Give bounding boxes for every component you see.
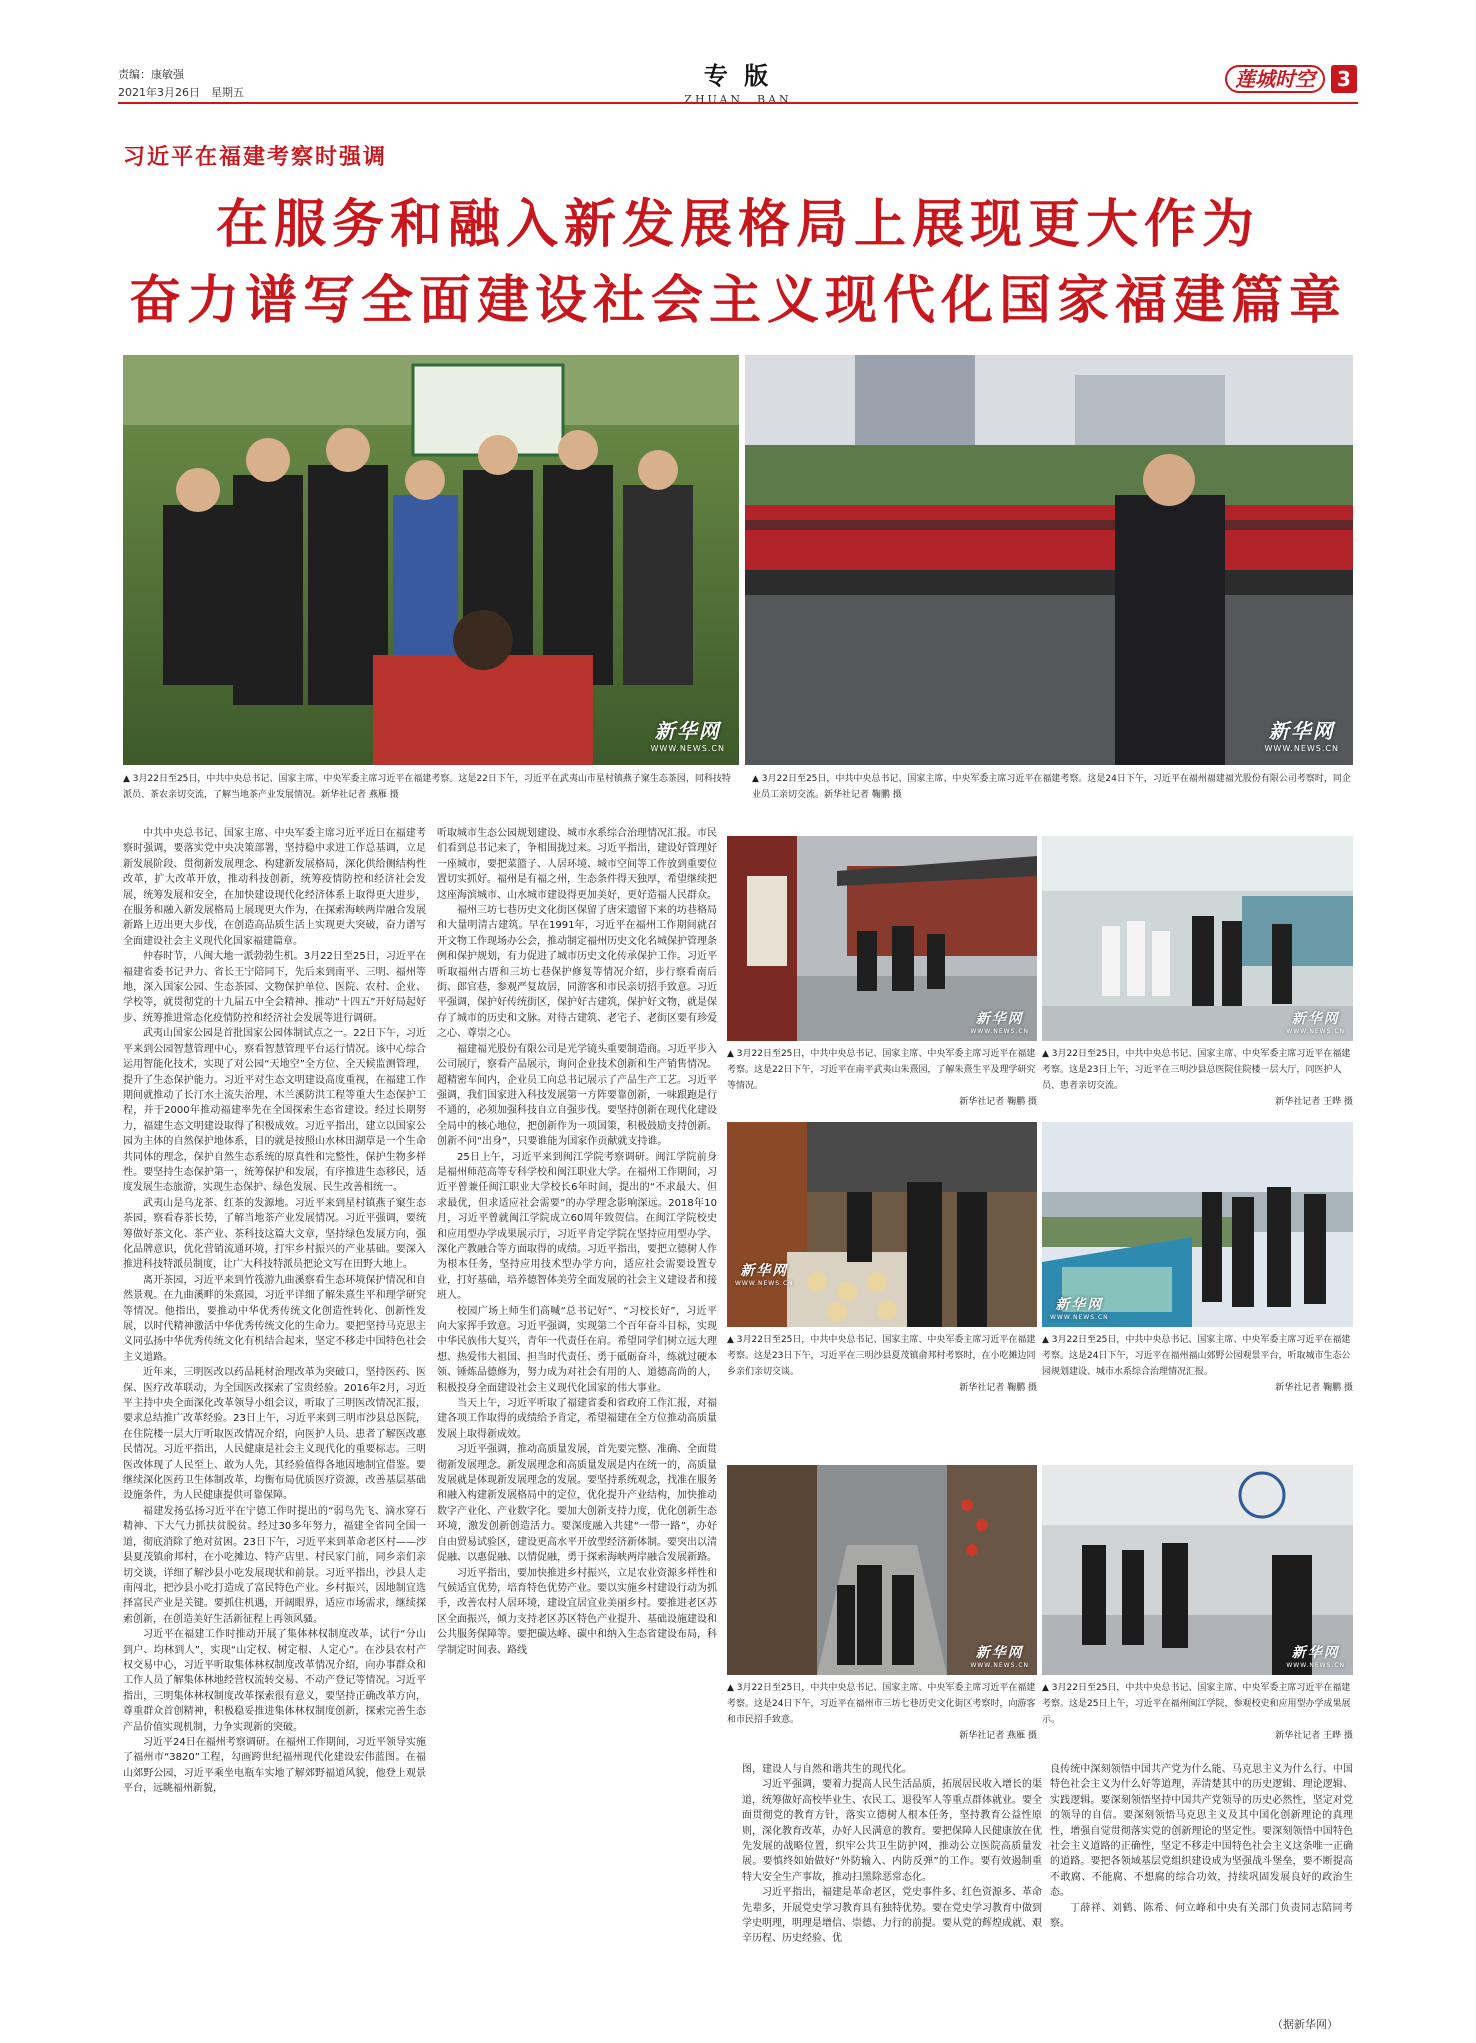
paragraph: 福建发扬弘扬习近平在宁德工作时提出的“弱鸟先飞、滴水穿石精神、下大气力抓扶贫脱贫。经过30多年努力，福建全省同全国一道，彻底消除了绝对贫困。23日下午，习近平来到革命老区村——沙县夏茂镇俞邦村，在小吃摊边、特产店里、村民家门前，同乡亲们亲切交谈，详细了解沙县小吃发展现状和前景。习近平指出，沙县人走南闯北，把沙县小吃打造成了富民特色产业。乡村振兴，因地制宜选择富民产业是关键。要抓住机遇，开阔眼界，适应市场需求，继续探索创新，在创造美好生活新征程上再领风骚。 xyxy=(123,1505,426,1625)
photo-credit: 新华社记者 鞠鹏 摄 xyxy=(1275,1383,1353,1393)
paragraph: 丁薛祥、刘鹤、陈希、何立峰和中央有关部门负责同志陪同考察。 xyxy=(1050,1902,1353,1930)
photo-caption: ▲ 3月22日至25日，中共中央总书记、国家主席、中央军委主席习近平在福建考察。这是24日下午，习近平在福州市三坊七巷历史文化街区考察时，向游客和市民招手致意。 新华社记者 燕雁 摄 xyxy=(727,1680,1037,1744)
brand-logo: 莲城时空 xyxy=(1225,65,1325,93)
article-column-2 xyxy=(437,826,717,1658)
article-kicker: 习近平在福建考察时强调 xyxy=(123,145,388,170)
photo-caption: ▲ 3月22日至25日，中共中央总书记、国家主席、中央军委主席习近平在福建考察。这是22日下午，习近平在南平武夷山朱熹园，了解朱熹生平及理学研究等情况。 新华社记者 鞠鹏 摄 xyxy=(727,1046,1037,1110)
paragraph: 良传统中深刻领悟中国共产党为什么能、马克思主义为什么行、中国特色社会主义为什么好等道理，弄清楚其中的历史逻辑、理论逻辑、实践逻辑。要深刻领悟坚持中国共产党领导的历史必然性，坚定对党的领导的自信。要深刻领悟马克思主义及其中国化创新理论的真理性，增强自觉贯彻落实党的创新理论的坚定性。要深刻领悟中国特色社会主义道路的正确性，坚定不移走中国特色社会主义这条唯一正确的道路。要把各领域基层党组织建设成为坚强战斗堡垒，要不断提高不敢腐、不能腐、不想腐的综合功效，持续巩固发展良好的政治生态。 xyxy=(1050,1764,1353,1899)
photo-caption: ▲ 3月22日至25日，中共中央总书记、国家主席、中央军委主席习近平在福建考察。这是25日上午，习近平在福州闽江学院，参观校史和应用型办学成果展示。 新华社记者 王晔 摄 xyxy=(1042,1680,1353,1744)
photo-caption: ▲ 3月22日至25日，中共中央总书记、国家主席、中央军委主席习近平在福建考察。这是23日上午，习近平在三明沙县总医院住院楼一层大厅，同医护人员、患者亲切交流。 新华社记者 王晔 摄 xyxy=(1042,1046,1353,1110)
photo-watermark: 新华网 WWW.NEWS.CN xyxy=(650,719,725,753)
paragraph: 中共中央总书记、国家主席、中央军委主席习近平近日在福建考察时强调，要落实党中央决策部署，坚持稳中求进工作总基调，立足新发展阶段、贯彻新发展理念、构建新发展格局，深化供给侧结构性改革，扩大改革开放，推动科技创新，统筹疫情防控和经济社会发展，统筹发展和安全，在加快建设现代化经济体系上取得更大进步，在服务和融入新发展格局上展现更大作为，在探索海峡两岸融合发展新路上迈出更大步伐，在创造高品质生活上实现更大突破，奋力谱写全面建设社会主义现代化国家福建篇章。 xyxy=(123,828,426,947)
photo-fushan-park xyxy=(1042,1122,1353,1327)
paragraph: 习近平强调，要着力提高人民生活品质，拓展居民收入增长的渠道，统筹做好高校毕业生、农民工、退役军人等重点群体就业。要全面贯彻党的教育方针，落实立德树人根本任务，坚持教育公益性原则，深化教育改革，办好人民满意的教育。要把保障人民健康放在优先发展的战略位置，织牢公共卫生防护网，推动公立医院高质量发展。要慎终如始做好“外防输入、内防反弹”的工作。要有效遏制重特大安全生产事故，推动扫黑除恶常态化。 xyxy=(742,1779,1042,1883)
section-title-zh: 专 版 xyxy=(703,61,773,90)
paragraph: 习近平指出，要加快推进乡村振兴，立足农业资源多样性和气候适宜优势，培育特色优势产业。要以实施乡村建设行动为抓手，改善农村人居环境，建设宜居宜业美丽乡村。要推进老区苏区全面振兴，倾力支持老区苏区特色产业提升、基础设施建设和公共服务保障等。要把碳达峰、碳中和纳入生态省建设布局，科学制定时间表、路线 xyxy=(437,1567,717,1656)
paragraph: 近年来，三明医改以药品耗材治理改革为突破口，坚持医药、医保、医疗改革联动，为全国医改探索了宝贵经验。2016年2月，习近平主持中央全面深化改革领导小组会议，听取了三明医改情况汇报，要求总结推广改革经验。23日上午，习近平来到三明市沙县总医院，在住院楼一层大厅听取医改情况介绍，向医护人员、患者了解医改惠民情况。习近平指出，人民健康是社会主义现代化的重要标志。三明医改体现了人民至上、敢为人先，其经验值得各地因地制宜借鉴。要继续深化医药卫生体制改革，均衡布局优质医疗资源，改善基层基础设施条件，为人民健康提供可靠保障。 xyxy=(123,1367,426,1502)
paragraph: 习近平强调，推动高质量发展，首先要完整、准确、全面贯彻新发展理念。新发展理念和高质量发展是内在统一的，高质量发展就是体现新发展理念的发展。要坚持系统观念，找准在服务和融入构建新发展格局中的定位，优化提升产业结构，加快推动数字产业化、产业数字化。要加大创新支持力度，优化创新生态环境，激发创新创造活力。要深度融入共建“一带一路”，办好自由贸易试验区，建设更高水平开放型经济新体制。要突出以清促融、以惠促融、以情促融，勇于探索海峡两岸融合发展新路。 xyxy=(437,1444,717,1564)
photo-watermark: 新华网 WWW.NEWS.CN xyxy=(1050,1297,1109,1321)
paragraph: 当天上午，习近平听取了福建省委和省政府工作汇报，对福建各项工作取得的成绩给予肯定，希望福建在全方位推动高质量发展上取得新成效。 xyxy=(437,1398,717,1440)
photo-watermark: 新华网 WWW.NEWS.CN xyxy=(970,1645,1029,1669)
editor-line: 责编：康敏强 xyxy=(118,68,184,81)
photo-zhuxi-garden xyxy=(727,836,1037,1041)
photo-credit: 新华社记者 鞠鹏 摄 xyxy=(959,1097,1037,1107)
photo-yubang-village xyxy=(727,1122,1037,1327)
photo-credit: 新华社记者 鞠鹏 摄 xyxy=(959,1383,1037,1393)
photo-watermark: 新华网 WWW.NEWS.CN xyxy=(1286,1645,1345,1669)
photo-caption: ▲ 3月22日至25日，中共中央总书记、国家主席、中央军委主席习近平在福建考察。这是24日下午，习近平在福州福建福光股份有限公司考察时，同企业员工亲切交流。新华社记者 鞠鹏 摄 xyxy=(752,774,1351,800)
paragraph: 习近平在福建工作时推动开展了集体林权制度改革，试行“分山到户、均林到人”，实现“山定权、树定根、人定心”。在沙县农村产权交易中心，习近平听取集体林权制度改革情况介绍，向办事群众和工作人员了解集体林地经营权流转交易、不动产登记等情况。习近平指出，三明集体林权制度改革探索很有意义，要坚持正确改革方向，尊重群众首创精神，积极稳妥推进集体林权制度创新，探索完善生态产品价值实现机制，力争实现新的突破。 xyxy=(123,1629,426,1733)
paragraph: 离开茶园，习近平来到竹筏游九曲溪察看生态环境保护情况和自然景观。在九曲溪畔的朱熹园，习近平详细了解朱熹生平和理学研究等情况。他指出，要推动中华优秀传统文化创造性转化、创新性发展，以时代精神激活中华优秀传统文化的生命力。要把坚持马克思主义同弘扬中华优秀传统文化有机结合起来，坚定不移走中国特色社会主义道路。 xyxy=(123,1274,426,1363)
paragraph: 习近平指出，福建是革命老区，党史事件多、红色资源多、革命先辈多，开展党史学习教育具有独特优势。要在党史学习教育中做到学史明理，明理是增信、崇德、力行的前提。要从党的辉煌成就、艰辛历程、历史经验、优 xyxy=(742,1887,1042,1945)
paragraph: 武夷山是乌龙茶、红茶的发源地。习近平来到星村镇燕子窠生态茶园，察看春茶长势，了解当地茶产业发展情况。习近平强调，要统筹做好茶文化、茶产业、茶科技这篇大文章，坚持绿色发展方向，强化品牌意识，优化营销流通环境，打牢乡村振兴的产业基础。要深入推进科技特派员制度，让广大科技特派员把论文写在田野大地上。 xyxy=(123,1197,426,1271)
paragraph: 福州三坊七巷历史文化街区保留了唐宋遗留下来的坊巷格局和大量明清古建筑。早在1991年，习近平在福州工作期间就召开文物工作现场办公会，推动制定福州历史文化名城保护管理条例和保护规划，有力促进了城市历史文化传承保护工作。习近平听取福州古厝和三坊七巷保护修复等情况介绍，步行察看南后街、郎官巷，参观严复故居，同游客和市民亲切招手致意。习近平强调，保护好传统街区，保护好古建筑，保护好文物，就是保存了城市的历史和文脉。对待古建筑、老宅子、老街区要有珍爱之心、尊崇之心。 xyxy=(437,905,717,1040)
photo-caption: ▲ 3月22日至25日，中共中央总书记、国家主席、中央军委主席习近平在福建考察。这是22日下午，习近平在武夷山市星村镇燕子窠生态茶园，同科技特派员、茶农亲切交流，了解当地茶产业发展情况。新华社记者 燕雁 摄 xyxy=(123,774,731,800)
photo-sanfang-qixiang xyxy=(727,1465,1037,1675)
paragraph: 习近平24日在福州考察调研。在福州工作期间，习近平领导实施了福州市“3820”工程，勾画跨世纪福州现代化建设宏伟蓝图。在福山郊野公园，习近平乘坐电瓶车实地了解郊野福道风貌，他登上观景平台，远眺福州新貌， xyxy=(123,1736,426,1795)
article-column-3 xyxy=(742,1762,1042,1947)
page-number: 3 xyxy=(1331,65,1357,93)
paragraph: 福建福光股份有限公司是光学镜头重要制造商。习近平步入公司展厅，察看产品展示，询问企业技术创新和生产销售情况。超精密车间内，企业员工向总书记展示了产品生产工艺。习近平强调，我们国家进入科技发展第一方阵要靠创新，一味跟跑是行不通的，必须加强科技自立自强步伐。要坚持创新在现代化建设全局中的核心地位，把创新作为一项国策，积极鼓励支持创新。创新不问“出身”，只要谁能为国家作贡献就支持谁。 xyxy=(437,1043,717,1148)
photo-tea-garden xyxy=(123,355,739,765)
photo-caption: ▲ 3月22日至25日，中共中央总书记、国家主席、中央军委主席习近平在福建考察。这是23日下午，习近平在三明沙县夏茂镇俞邦村考察时，在小吃摊边同乡亲们亲切交谈。 新华社记者 鞠鹏 摄 xyxy=(727,1332,1037,1396)
paragraph: 武夷山国家公园是首批国家公园体制试点之一。22日下午，习近平来到公园智慧管理中心，察看智慧管理平台运行情况。该中心综合运用智能化技术，实现了对公园“天地空”全方位、全天候监测管理，提升了生态保护能力。习近平对生态文明建设高度重视，在福建工作期间就推动了长汀水土流失治理、木兰溪防洪工程等重大生态保护工程，并于2000年推动福建率先在全国探索生态省建设。经过长期努力，福建生态文明建设取得了积极成效。习近平指出，建立以国家公园为主体的自然保护地体系，目的就是按照山水林田湖草是一个生命共同体的理念，保护自然生态系统的原真性和完整性，保护生物多样性。要坚持生态保护第一，统筹保护和发展，有序推进生态移民，适度发展生态旅游，实现生态保护、绿色发展、民生改善相统一。 xyxy=(123,1028,426,1194)
paragraph: 仲春时节，八闽大地一派勃勃生机。3月22日至25日，习近平在福建省委书记尹力、省长王宁陪同下，先后来到南平、三明、福州等地，深入国家公园、生态茶园、文物保护单位、医院、农村、企业、学校等，就贯彻党的十九届五中全会精神、推动“十四五”开好局起好步、统筹推进常态化疫情防控和经济社会发展等进行调研。 xyxy=(123,951,426,1024)
paragraph: 听取城市生态公园规划建设、城市水系综合治理情况汇报。市民们看到总书记来了，争相围拢过来。习近平指出，建设好管理好一座城市，要把菜篮子、人居环境、城市空间等工作放到重要位置切实抓好。福州是有福之州，生态条件得天独厚，希望继续把这座海滨城市、山水城市建设得更加美好，更好造福人民群众。 xyxy=(437,828,717,901)
photo-watermark: 新华网 WWW.NEWS.CN xyxy=(1286,1011,1345,1035)
photo-minjiang-university xyxy=(1042,1465,1353,1675)
photo-watermark: 新华网 WWW.NEWS.CN xyxy=(1264,719,1339,753)
article-source: （据新华网） xyxy=(1272,2018,1338,2031)
section-title-pinyin: ZHUAN BAN xyxy=(684,93,792,106)
header-divider xyxy=(118,102,1358,104)
paragraph: 图，建设人与自然和谐共生的现代化。 xyxy=(742,1764,912,1775)
article-column-4 xyxy=(1050,1762,1353,1931)
article-column-1 xyxy=(123,826,426,1797)
headline-line-2: 奋力谱写全面建设社会主义现代化国家福建篇章 xyxy=(128,270,1347,331)
photo-watermark: 新华网 WWW.NEWS.CN xyxy=(735,1263,794,1287)
photo-watermark: 新华网 WWW.NEWS.CN xyxy=(970,1011,1029,1035)
paragraph: 25日上午，习近平来到闽江学院考察调研。闽江学院前身是福州师范高等专科学校和闽江职业大学。在福州工作期间，习近平曾兼任闽江职业大学校长6年时间，提出的“不求最大、但求最优，但求适应社会需要”的办学理念影响深远。2018年10月，习近平曾就闽江学院成立60周年致贺信。在闽江学院校史和应用型办学成果展示厅，习近平肯定学院在坚持应用型办学、深化产教融合等方面取得的成绩。习近平指出，要把立德树人作为根本任务，坚持应用技术型办学方向，适应社会需要设置专业，打好基础，培养德智体美劳全面发展的社会主义建设者和接班人。 xyxy=(437,1151,717,1302)
page-brand xyxy=(1225,64,1357,94)
photo-credit: 新华社记者 燕雁 摄 xyxy=(959,1731,1037,1741)
photo-shaxian-hospital xyxy=(1042,836,1353,1041)
photo-credit: 新华社记者 王晔 摄 xyxy=(1275,1097,1353,1107)
photo-fuguang-company xyxy=(745,355,1353,765)
photo-credit: 新华社记者 王晔 摄 xyxy=(1275,1731,1353,1741)
paragraph: 校园广场上师生们高喊“总书记好”、“习校长好”，习近平向大家挥手致意。习近平强调，实现第二个百年奋斗目标，实现中华民族伟大复兴，青年一代责任在肩。希望同学们树立远大理想、热爱伟大祖国、担当时代责任、勇于砥砺奋斗，练就过硬本领、锤炼品德修为，努力成为对社会有用的人、道德高尚的人，积极投身全面建设社会主义现代化国家的伟大事业。 xyxy=(437,1305,717,1394)
date-line: 2021年3月26日 星期五 xyxy=(118,86,244,99)
headline-line-1: 在服务和融入新发展格局上展现更大作为 xyxy=(215,194,1260,255)
photo-caption: ▲ 3月22日至25日，中共中央总书记、国家主席、中央军委主席习近平在福建考察。这是24日下午，习近平在福州福山郊野公园观景平台，听取城市生态公园规划建设、城市水系综合治理情况汇报。 新华社记者 鞠鹏 摄 xyxy=(1042,1332,1353,1396)
